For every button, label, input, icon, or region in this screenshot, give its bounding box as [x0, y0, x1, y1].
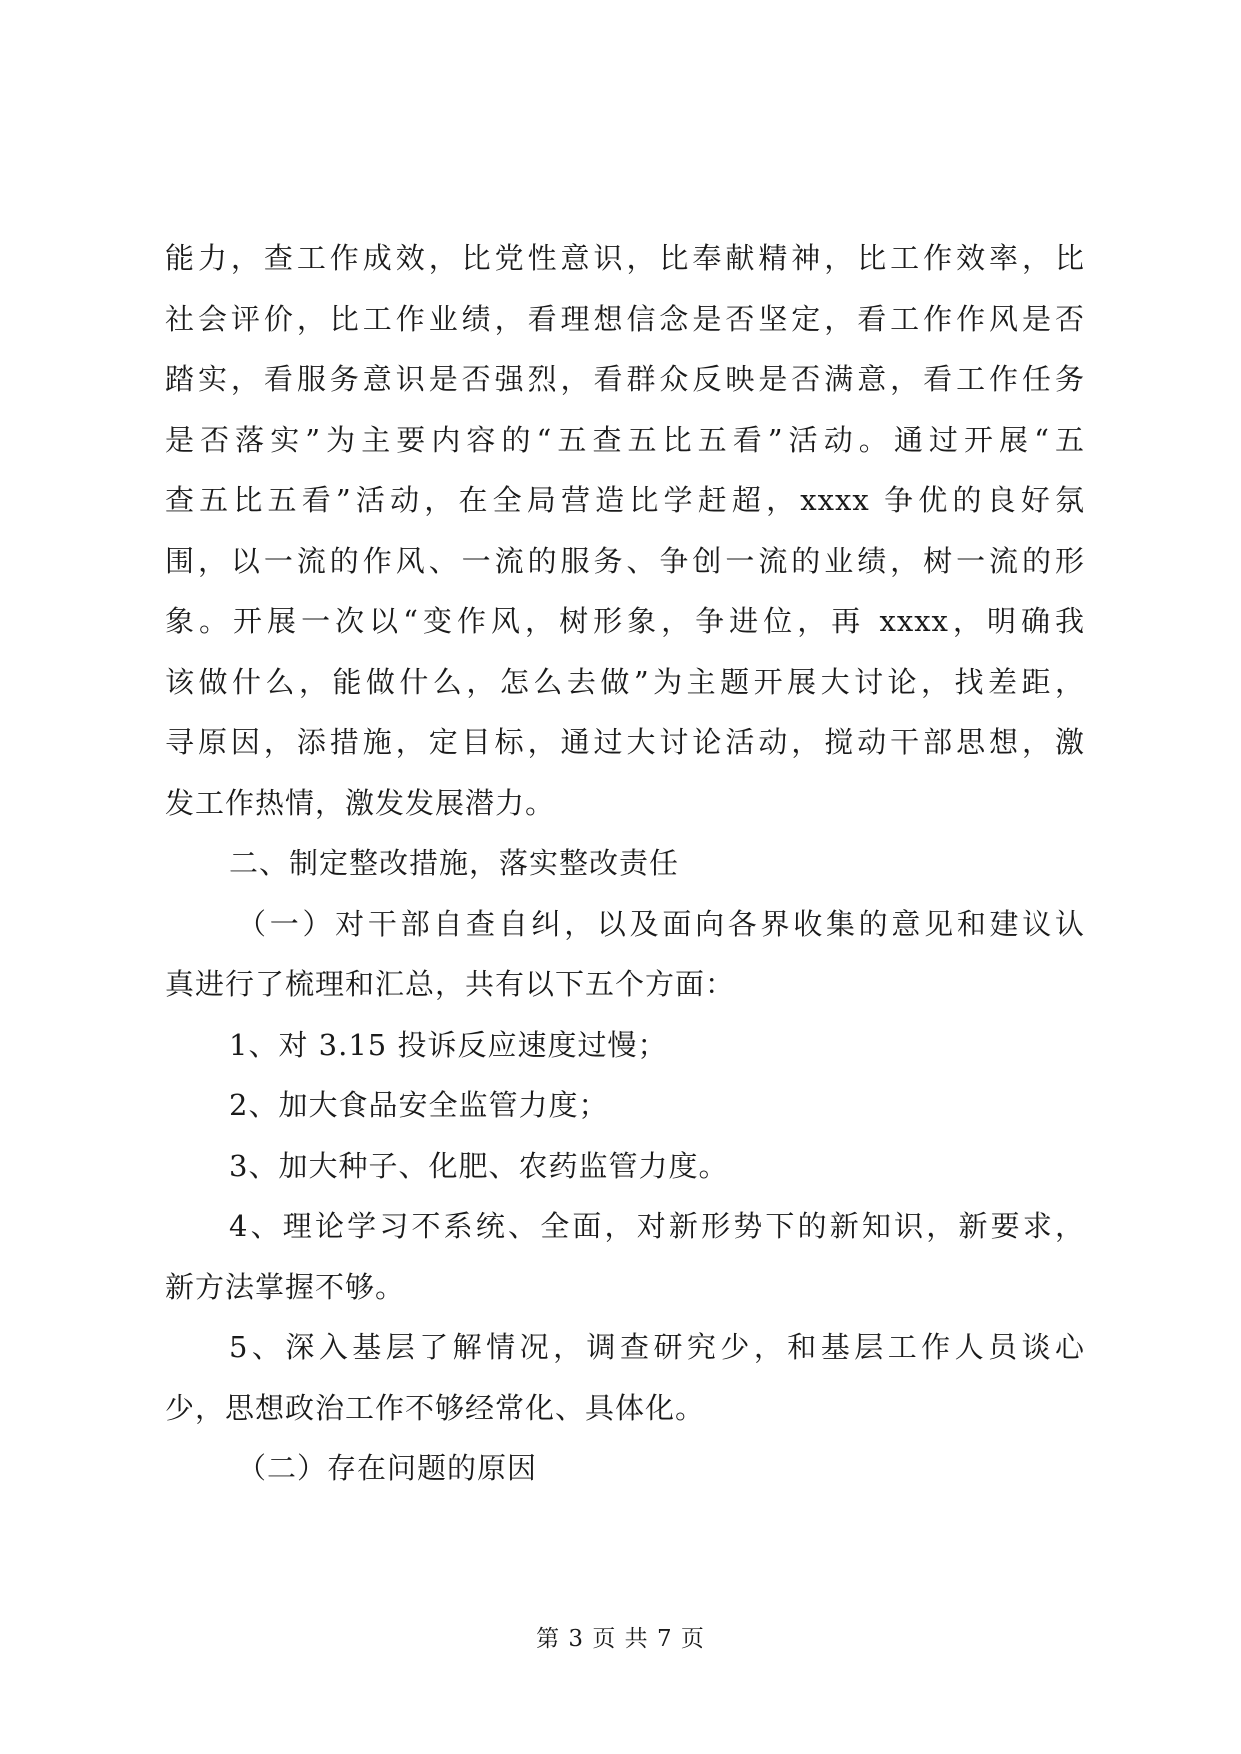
list-item-2: 2、加大食品安全监管力度； — [229, 1088, 609, 1122]
subsection-1-line-2: 真进行了梳理和汇总，共有以下五个方面： — [165, 967, 736, 1001]
list-item-4-line-1: 4、理论学习不系统、全面，对新形势下的新知识，新要求， — [229, 1209, 1085, 1243]
text-line-3: 踏实，看服务意识是否强烈，看群众反映是否满意，看工作任务 — [165, 362, 1085, 396]
list-item-4-line-2: 新方法掌握不够。 — [165, 1269, 406, 1304]
subsection-2-heading: （二）存在问题的原因 — [237, 1451, 538, 1485]
list-item-5-line-1: 5、深入基层了解情况，调查研究少，和基层工作人员谈心 — [229, 1330, 1085, 1364]
text-line-7: 象。开展一次以“变作风，树形象，争进位，再 xxxx，明确我 — [165, 604, 1085, 638]
page-footer: 第 3 页 共 7 页 — [536, 1626, 705, 1652]
section-heading-2: 二、制定整改措施，落实整改责任 — [229, 846, 680, 880]
text-line-10: 发工作热情，激发发展潜力。 — [165, 785, 556, 820]
body-text — [165, 228, 1085, 1499]
text-line-8: 该做什么，能做什么，怎么去做”为主题开展大讨论，找差距， — [165, 664, 1085, 699]
text-line-9: 寻原因，添措施，定目标，通过大讨论活动，搅动干部思想，激 — [165, 725, 1085, 759]
list-item-1: 1、对 3.15 投诉反应速度过慢； — [229, 1027, 668, 1062]
list-item-5-line-2: 少，思想政治工作不够经常化、具体化。 — [165, 1390, 706, 1425]
text-line-1: 能力，查工作成效，比党性意识，比奉献精神，比工作效率，比 — [165, 241, 1085, 275]
text-line-4: 是否落实”为主要内容的“五查五比五看”活动。通过开展“五 — [165, 422, 1085, 457]
text-line-2: 社会评价，比工作业绩，看理想信念是否坚定，看工作作风是否 — [165, 301, 1085, 336]
subsection-1-line-1: （一）对干部自查自纠，以及面向各界收集的意见和建议认 — [237, 906, 1085, 941]
text-line-6: 围，以一流的作风、一流的服务、争创一流的业绩，树一流的形 — [165, 543, 1085, 578]
text-line-5: 查五比五看”活动，在全局营造比学赶超，xxxx 争优的良好氛 — [165, 483, 1085, 517]
list-item-3: 3、加大种子、化肥、农药监管力度。 — [229, 1148, 729, 1183]
